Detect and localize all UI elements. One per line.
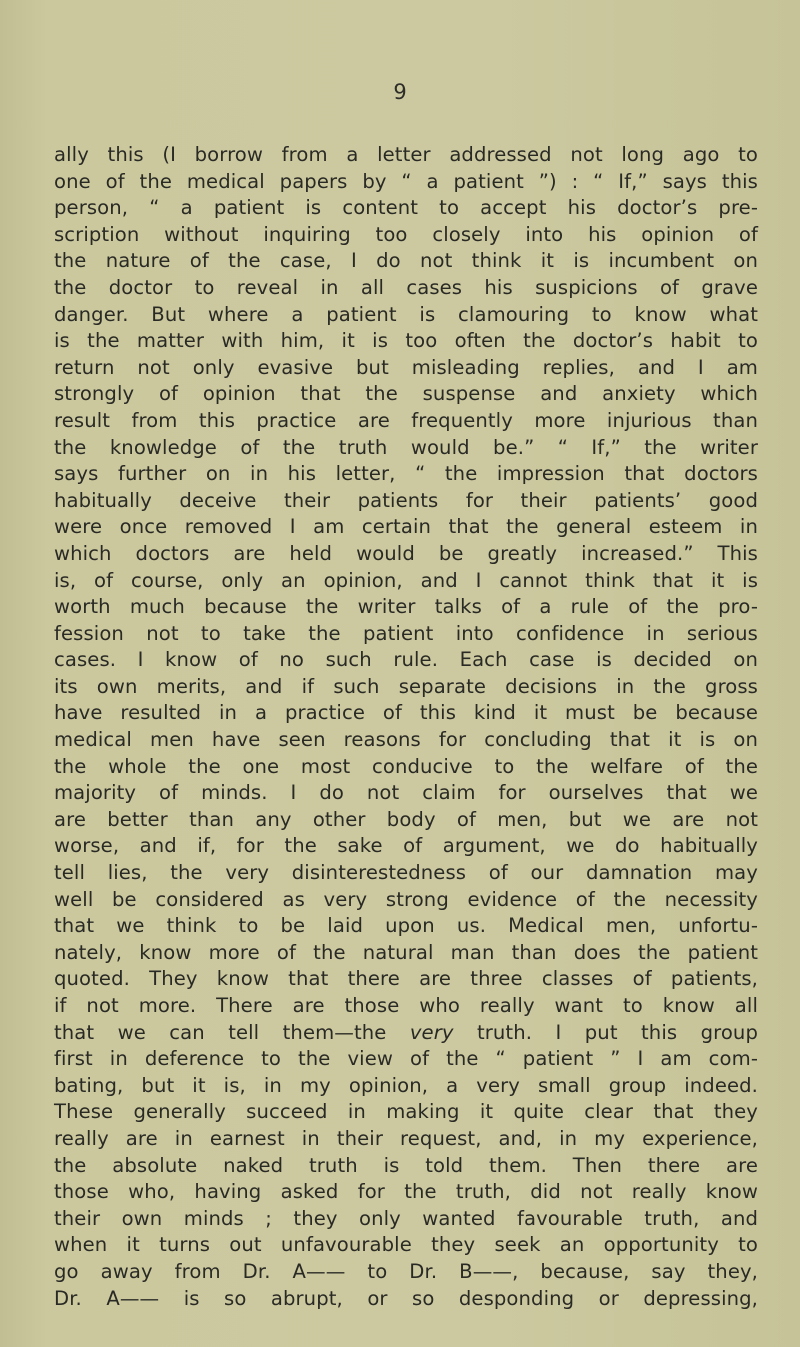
text-line: nately, know more of the natural man than does the patient — [54, 940, 758, 964]
body-text — [54, 142, 758, 1312]
text-line: have resulted in a practice of this kind it must be because — [54, 701, 758, 725]
text-line: the doctor to reveal in all cases his suspicions of grave — [54, 275, 758, 299]
text-line: cases. I know of no such rule. Each case is decided on — [54, 648, 758, 672]
text-line: strongly of opinion that the suspense and anxiety which — [54, 382, 758, 406]
text-line: when it turns out unfavourable they seek an opportunity to — [54, 1233, 758, 1257]
text-line: are better than any other body of men, but we are not — [54, 807, 758, 831]
text-line: fession not to take the patient into confidence in serious — [54, 621, 758, 645]
text-line: worth much because the writer talks of a rule of the pro- — [54, 595, 758, 619]
text-line: if not more. There are those who really want to know all — [54, 994, 758, 1017]
text-line: says further on in his letter, “ the impression that doctors — [54, 462, 758, 486]
text-line: is the matter with him, it is too often the doctor’s habit to — [54, 329, 758, 353]
text-line-with-italic — [54, 1020, 758, 1047]
text-line: its own merits, and if such separate decisions in the gross — [54, 674, 758, 698]
text-line: their own minds ; they only wanted favourable truth, and — [54, 1206, 758, 1230]
text-line: majority of minds. I do not claim for ourselves that we — [54, 781, 758, 805]
text-line: person, “ a patient is content to accept his doctor’s pre- — [54, 196, 758, 220]
text-line: scription without inquiring too closely into his opinion of — [54, 222, 758, 246]
text-line: quoted. They know that there are three classes of patients, — [54, 967, 758, 991]
text-line: medical men have seen reasons for concluding that it is on — [54, 728, 758, 752]
text-line: really are in earnest in their request, and, in my experience, — [54, 1126, 758, 1150]
text-line: Dr. A—— is so abrupt, or so desponding or depressing, — [54, 1286, 758, 1310]
text-line: result from this practice are frequently more injurious than — [54, 408, 758, 432]
text-line: return not only evasive but misleading replies, and I am — [54, 355, 758, 379]
text-line: which doctors are held would be greatly increased.” This — [54, 541, 758, 565]
text-line: the whole the one most conducive to the welfare of the — [54, 754, 758, 778]
text-line: ally this (I borrow from a letter addressed not long ago to — [54, 143, 758, 166]
text-line: were once removed I am certain that the general esteem in — [54, 515, 758, 539]
text-line: worse, and if, for the sake of argument, we do habitually — [54, 834, 758, 858]
text-line: first in deference to the view of the “ patient ” I am com- — [54, 1047, 758, 1071]
text-line: go away from Dr. A—— to Dr. B——, because, say they, — [54, 1259, 758, 1283]
text-line: These generally succeed in making it quite clear that they — [54, 1100, 758, 1124]
text-line: well be considered as very strong evidence of the necessity — [54, 887, 758, 911]
text-line: those who, having asked for the truth, did not really know — [54, 1180, 758, 1204]
text-line: that we think to be laid upon us. Medical men, unfortu- — [54, 914, 758, 938]
text-segment: truth. I put this group — [453, 1020, 758, 1044]
text-line: bating, but it is, in my opinion, a very small group indeed. — [54, 1073, 758, 1097]
text-line: tell lies, the very disinterestedness of our damnation may — [54, 861, 758, 885]
italic-word: very — [409, 1020, 454, 1044]
page-number: 9 — [393, 80, 407, 104]
text-segment: that we can tell them—the — [54, 1020, 410, 1044]
text-line: danger. But where a patient is clamouring to know what — [54, 302, 758, 326]
text-line: the nature of the case, I do not think it is incumbent on — [54, 249, 758, 273]
text-line: the knowledge of the truth would be.” “ If,” the writer — [54, 435, 758, 459]
text-line: one of the medical papers by “ a patient ”) : “ If,” says this — [54, 169, 758, 193]
text-line: habitually deceive their patients for their patients’ good — [54, 488, 758, 512]
text-line: is, of course, only an opinion, and I cannot think that it is — [54, 568, 758, 592]
text-line: the absolute naked truth is told them. Then there are — [54, 1153, 758, 1177]
